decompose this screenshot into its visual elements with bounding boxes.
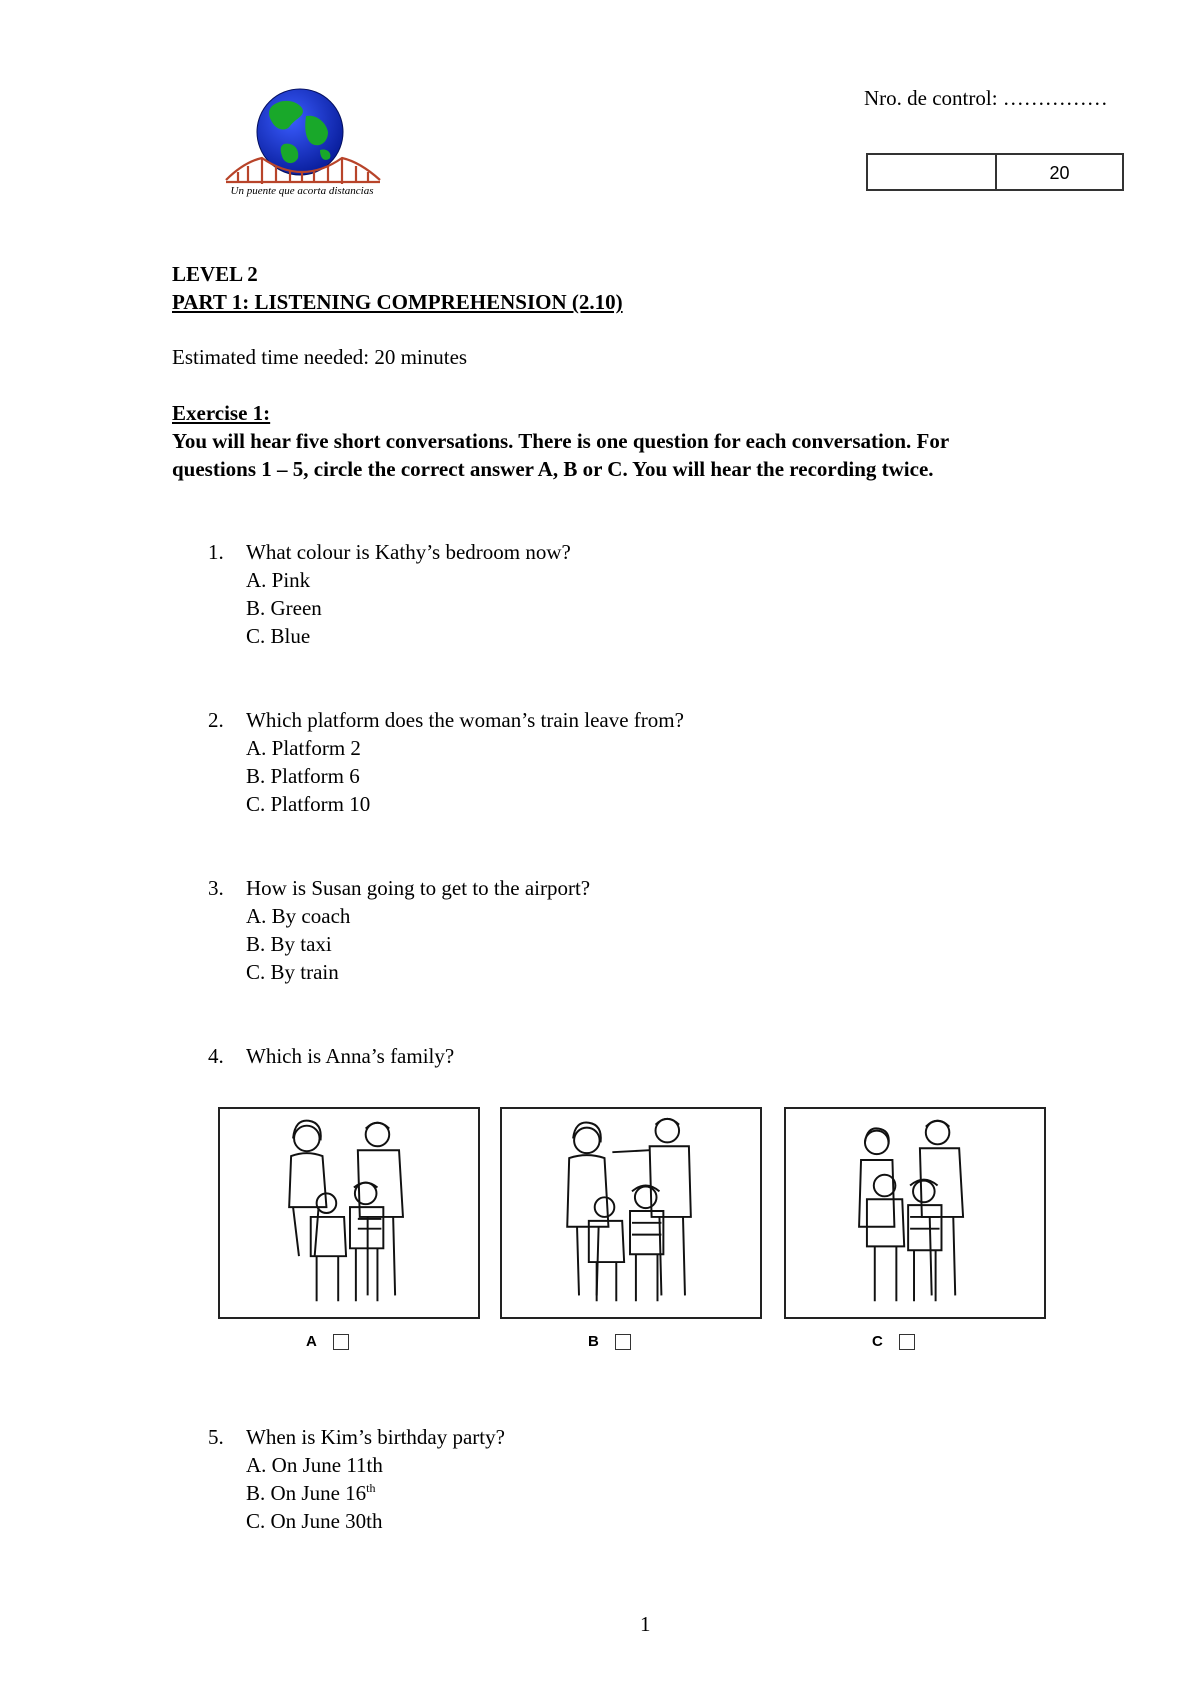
family-picture-a [218, 1107, 480, 1319]
score-total: 20 [1049, 163, 1070, 183]
question-text: How is Susan going to get to the airport? [246, 876, 591, 900]
family-illustration-c [786, 1109, 1044, 1317]
question-text: Which platform does the woman’s train leave from? [246, 708, 684, 732]
option-b[interactable]: B. Platform 6 [246, 764, 360, 788]
estimated-time: Estimated time needed: 20 minutes [172, 345, 468, 369]
family-picture-b [500, 1107, 762, 1319]
question-number: 2. [208, 708, 224, 732]
exercise-instructions-line-1: You will hear five short conversations. There is one question for each conversation. For [172, 429, 950, 453]
question-text: What colour is Kathy’s bedroom now? [246, 540, 571, 564]
family-picture-c [784, 1107, 1046, 1319]
choice-a[interactable] [306, 1333, 349, 1350]
control-number-label: Nro. de control: …………… [864, 86, 1108, 110]
logo-caption: Un puente que acorta distancias [230, 185, 374, 197]
checkbox[interactable] [333, 1334, 349, 1350]
option-a[interactable]: A. By coach [246, 904, 351, 928]
option-c[interactable]: C. On June 30th [246, 1509, 383, 1533]
choice-letter: B [588, 1333, 599, 1350]
question-text: When is Kim’s birthday party? [246, 1425, 505, 1449]
level-heading: LEVEL 2 [172, 262, 258, 286]
choice-letter: C [872, 1333, 883, 1350]
question-number: 3. [208, 876, 224, 900]
option-b[interactable] [246, 1479, 383, 1507]
question-number: 5. [208, 1425, 224, 1449]
option-c[interactable]: C. Blue [246, 624, 311, 648]
option-b[interactable]: B. Green [246, 596, 322, 620]
option-b-text: B. On June 16 [246, 1481, 367, 1505]
question-number: 4. [208, 1044, 224, 1068]
question-text: Which is Anna’s family? [246, 1044, 455, 1068]
checkbox[interactable] [615, 1334, 631, 1350]
option-a[interactable]: A. On June 11th [246, 1453, 383, 1477]
option-b-superscript: th [366, 1481, 376, 1495]
part-heading: PART 1: LISTENING COMPREHENSION (2.10) [172, 290, 623, 314]
family-illustration-b [502, 1109, 760, 1317]
option-b[interactable]: B. By taxi [246, 932, 332, 956]
option-c[interactable]: C. By train [246, 960, 339, 984]
option-a[interactable]: A. Pink [246, 568, 311, 592]
option-c[interactable]: C. Platform 10 [246, 792, 371, 816]
option-a[interactable]: A. Platform 2 [246, 736, 361, 760]
exercise-instructions-line-2: questions 1 – 5, circle the correct answer A, B or C. You will hear the recording twice. [172, 457, 934, 481]
choice-c[interactable] [872, 1333, 915, 1350]
checkbox[interactable] [899, 1334, 915, 1350]
question-number: 1. [208, 540, 224, 564]
choice-b[interactable] [588, 1333, 631, 1350]
family-illustration-a [220, 1109, 478, 1317]
choice-letter: A [306, 1333, 317, 1350]
exercise-heading: Exercise 1: [172, 401, 271, 425]
score-box [866, 153, 1124, 191]
score-field[interactable] [868, 155, 997, 189]
page-number: 1 [640, 1612, 651, 1636]
